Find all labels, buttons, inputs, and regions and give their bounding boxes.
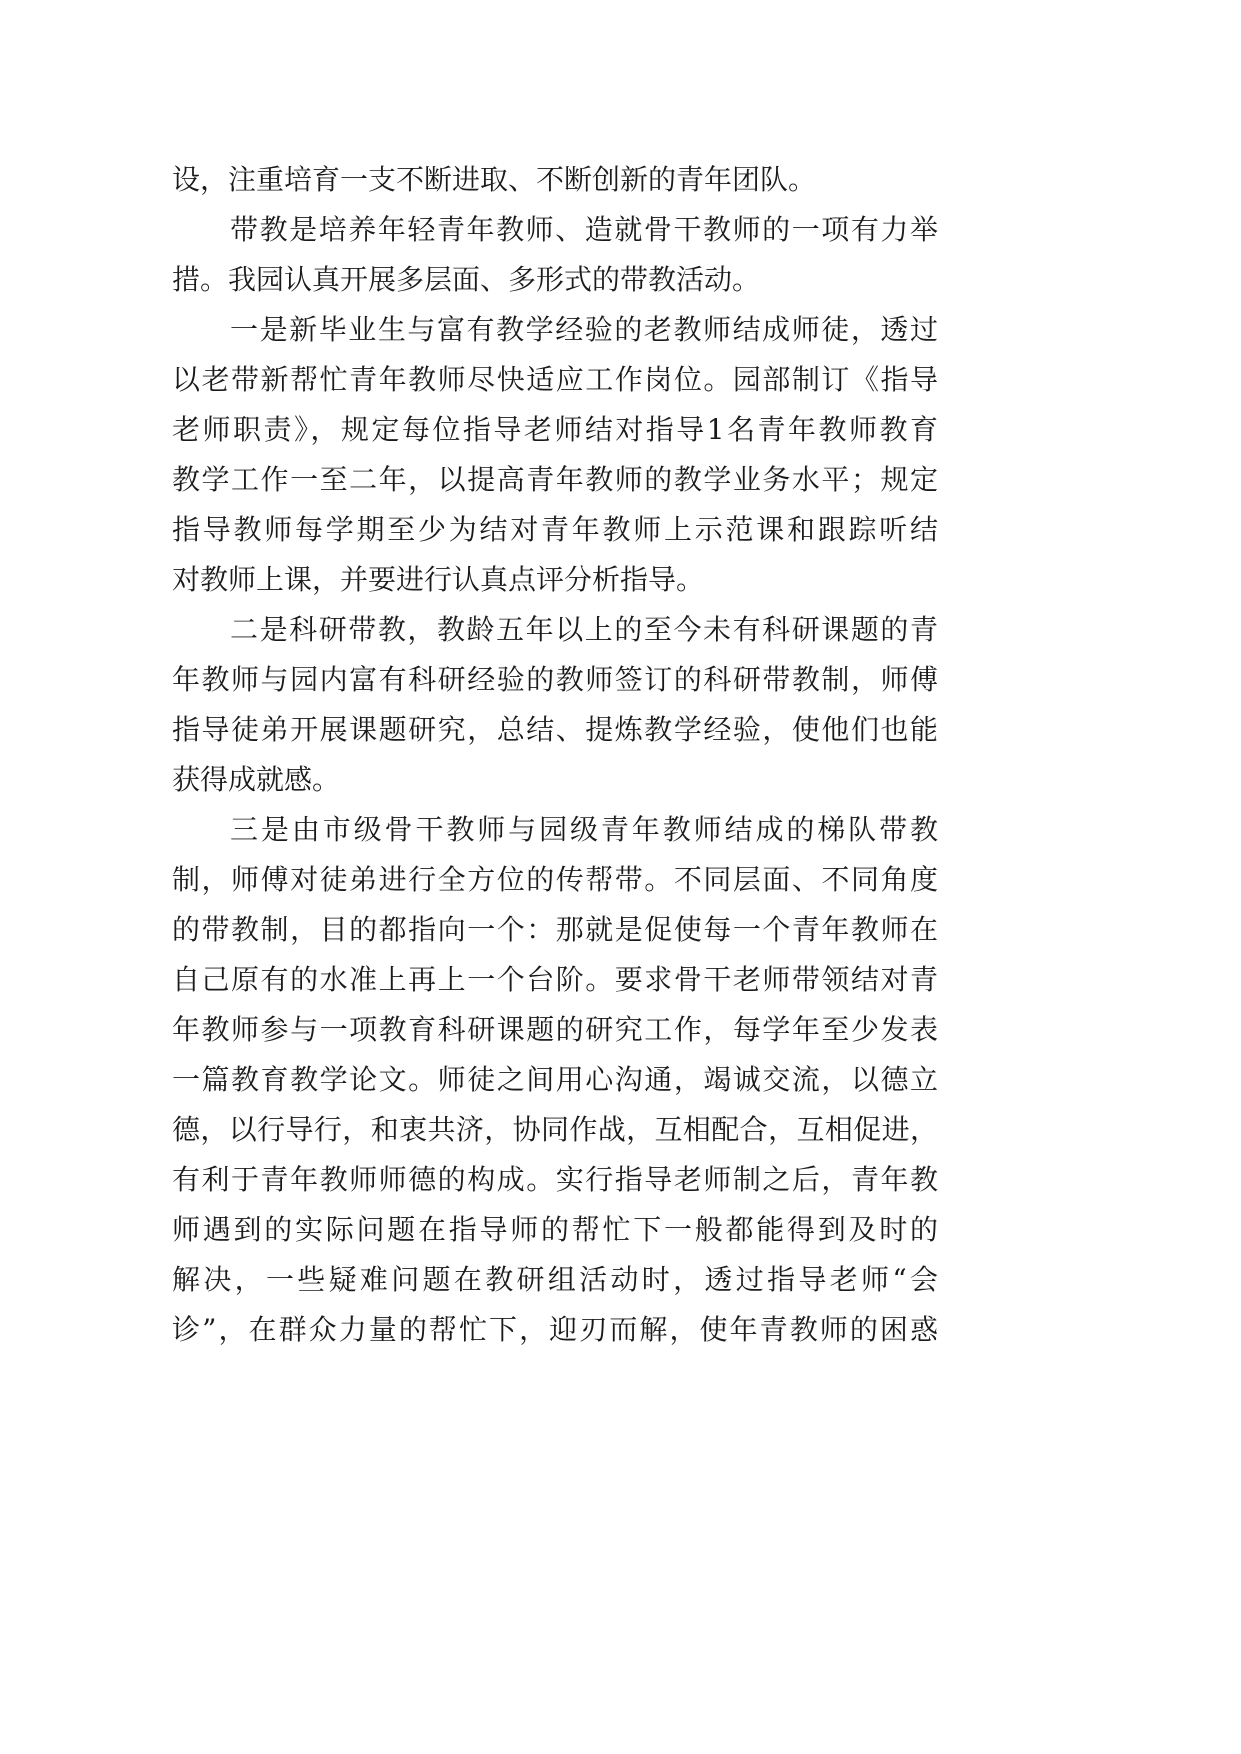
text-line: 指导徒弟开展课题研究，总结、提炼教学经验，使他们也能 (172, 713, 938, 746)
text-line: 诊”，在群众力量的帮忙下，迎刃而解，使年青教师的困惑 (172, 1313, 938, 1346)
text-line: 有利于青年教师师德的构成。实行指导老师制之后，青年教 (172, 1163, 938, 1196)
text-line: 教学工作一至二年，以提高青年教师的教学业务水平；规定 (172, 463, 938, 496)
text-line: 老师职责》，规定每位指导老师结对指导1名青年教师教育 (172, 413, 938, 446)
paragraph (172, 305, 938, 605)
text-line: 制，师傅对徒弟进行全方位的传帮带。不同层面、不同角度 (172, 863, 938, 896)
paragraph (172, 805, 938, 1355)
text-line: 的带教制，目的都指向一个：那就是促使每一个青年教师在 (172, 913, 938, 946)
text-line: 三是由市级骨干教师与园级青年教师结成的梯队带教 (230, 813, 938, 846)
text-line: 年教师参与一项教育科研课题的研究工作，每学年至少发表 (172, 1013, 938, 1046)
paragraph (172, 605, 938, 805)
text-line: 带教是培养年轻青年教师、造就骨干教师的一项有力举 (230, 213, 938, 246)
paragraph (172, 155, 938, 205)
text-line: 自己原有的水准上再上一个台阶。要求骨干老师带领结对青 (172, 963, 938, 996)
body-text (172, 155, 938, 1355)
text-line: 一篇教育教学论文。师徒之间用心沟通，竭诚交流，以德立 (172, 1063, 938, 1096)
text-line: 以老带新帮忙青年教师尽快适应工作岗位。园部制订《指导 (172, 363, 938, 396)
text-line: 设，注重培育一支不断进取、不断创新的青年团队。 (172, 163, 817, 196)
text-line: 德，以行导行，和衷共济，协同作战，互相配合，互相促进， (172, 1113, 938, 1146)
text-line: 措。我园认真开展多层面、多形式的带教活动。 (172, 263, 761, 296)
text-line: 年教师与园内富有科研经验的教师签订的科研带教制，师傅 (172, 663, 938, 696)
text-line: 解决，一些疑难问题在教研组活动时，透过指导老师“会 (172, 1263, 938, 1296)
text-line: 对教师上课，并要进行认真点评分析指导。 (172, 563, 705, 596)
text-line: 二是科研带教，教龄五年以上的至今未有科研课题的青 (230, 613, 938, 646)
paragraph (172, 205, 938, 305)
text-line: 师遇到的实际问题在指导师的帮忙下一般都能得到及时的 (172, 1213, 938, 1246)
text-line: 获得成就感。 (172, 763, 341, 796)
text-line: 指导教师每学期至少为结对青年教师上示范课和跟踪听结 (172, 513, 938, 546)
text-line: 一是新毕业生与富有教学经验的老教师结成师徒，透过 (230, 313, 938, 346)
